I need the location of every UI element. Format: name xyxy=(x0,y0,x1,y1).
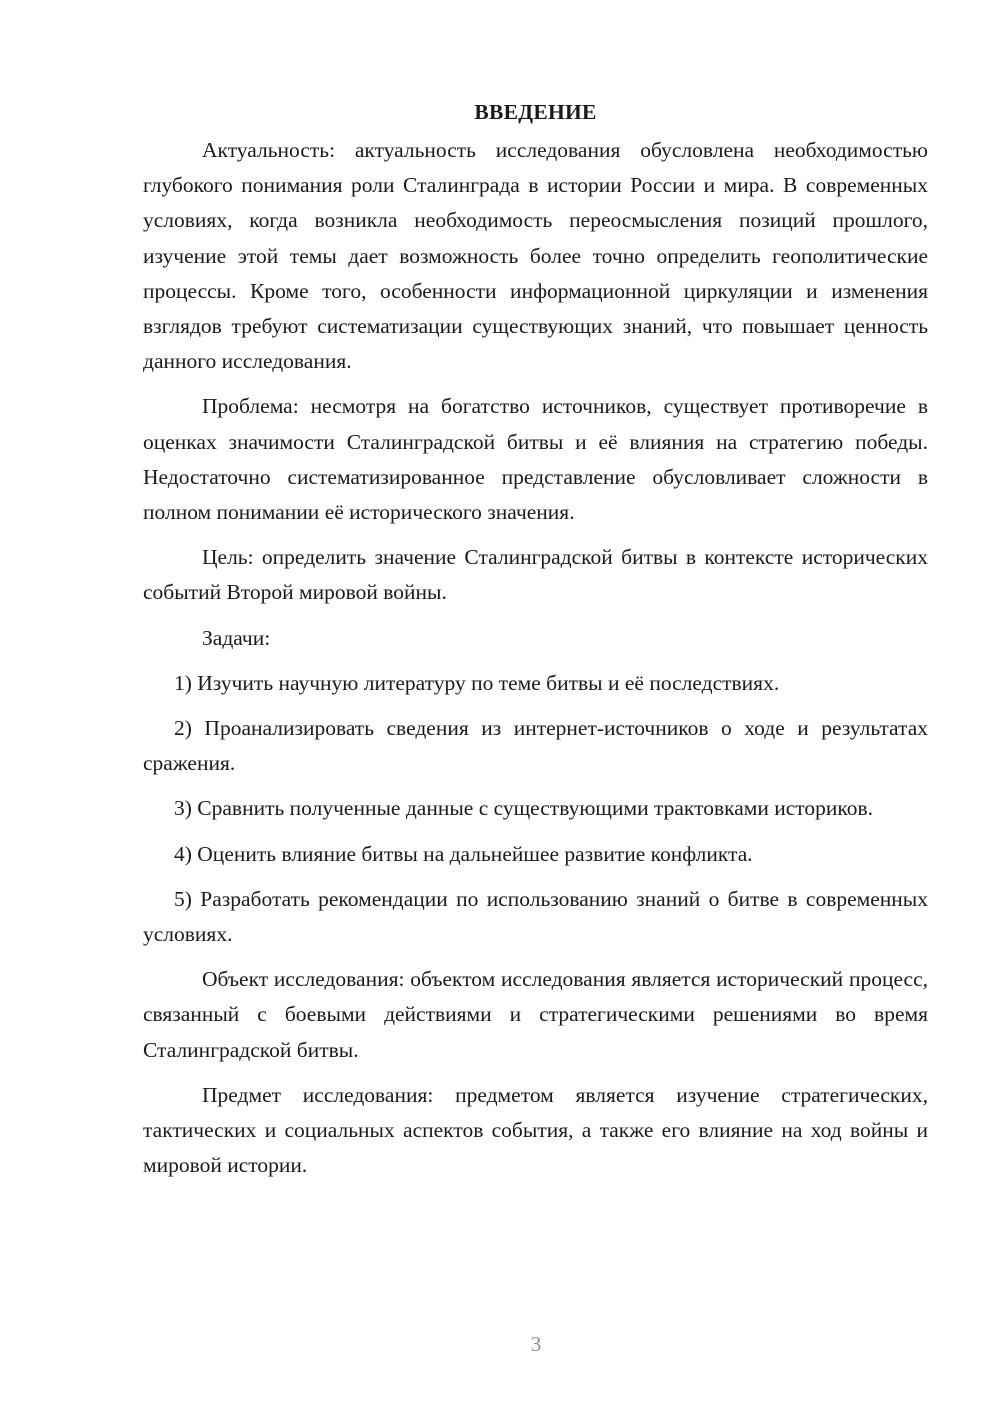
page-number: 3 xyxy=(530,1332,542,1356)
page-content xyxy=(143,96,928,1193)
task-item-2: 2) Проанализировать сведения из интернет-источников о ходе и результатах сражения. xyxy=(143,716,928,776)
task-item-5: 5) Разработать рекомендации по использованию знаний о битве в современных условиях. xyxy=(143,886,928,947)
task-item-4: 4) Оценить влияние битвы на дальнейшее развитие конфликта. xyxy=(174,841,753,866)
paragraph-relevance: Актуальность: актуальность исследования обусловлена необходимостью глубокого понимания роли Сталинграда в истории России и мира. В современных условиях, когда возникла необходимость переосмысления позиций прошлого, изучение этой темы дает возможность более точно определить геополитические процессы. Кроме того, особенности информационной циркуляции и изменения взглядов требуют систематизации существующих знаний, что повышает ценность данного исследования. xyxy=(143,138,928,374)
section-heading: ВВЕДЕНИЕ xyxy=(474,100,597,124)
paragraph-problem: Проблема: несмотря на богатство источников, существует противоречие в оценках значимости Сталинградской битвы и её влияния на стратегию победы. Недостаточно систематизированное представление обусловливает сложности в полном понимании её исторического значения. xyxy=(143,394,928,525)
paragraph-goal: Цель: определить значение Сталинградской битвы в контексте исторических событий Второй мировой войны. xyxy=(143,545,928,605)
task-item-1: 1) Изучить научную литературу по теме битвы и её последствиях. xyxy=(174,670,780,695)
task-item-3: 3) Сравнить полученные данные с существующими трактовками историков. xyxy=(174,796,874,821)
paragraph-subject: Предмет исследования: предметом является изучение стратегических, тактических и социальных аспектов события, а также его влияние на ход войны и мировой истории. xyxy=(143,1082,928,1178)
tasks-label: Задачи: xyxy=(202,625,271,650)
paragraph-object: Объект исследования: объектом исследования является исторический процесс, связанный с боевыми действиями и стратегическими решениями во время Сталинградской битвы. xyxy=(143,967,928,1062)
